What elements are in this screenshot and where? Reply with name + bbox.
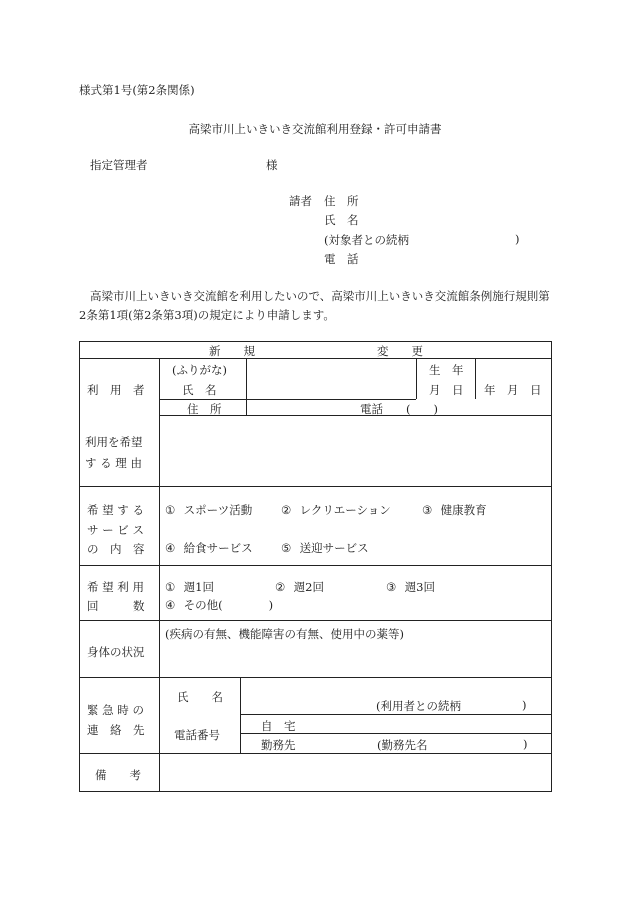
- furigana-label: (ふりがな): [172, 363, 227, 377]
- frequency-label-1: 希 望 利 用: [87, 580, 144, 594]
- emergency-label-1: 緊 急 時 の: [87, 703, 144, 717]
- emergency-name-label: 氏 名: [177, 690, 223, 704]
- form-number: 様式第1号(第2条関係): [79, 83, 195, 97]
- reason-label-1: 利用を希望: [85, 435, 143, 449]
- service-option-label: スポーツ活動: [183, 503, 253, 517]
- emergency-work-label: 勤務先: [261, 738, 296, 752]
- user-phone-label: 電話 ( ): [360, 402, 438, 416]
- user-name-label: 氏 名: [182, 383, 217, 397]
- manager-label: 指定管理者: [90, 158, 148, 172]
- frequency-option[interactable]: [386, 579, 435, 595]
- emergency-work-name-label: (勤務先名: [377, 738, 428, 752]
- applicant-address-label: 住 所: [324, 194, 359, 208]
- applicant-name-label: 氏 名: [324, 213, 359, 227]
- user-label: 利 用 者: [87, 383, 145, 397]
- frequency-option-label: 週3回: [404, 580, 435, 594]
- birth-label-top: 生 年: [429, 363, 464, 377]
- reason-label-2: す る 理 由: [85, 456, 142, 470]
- checkbox-number: ①: [165, 580, 176, 594]
- service-option[interactable]: [281, 540, 369, 556]
- service-option-label: 送迎サービス: [299, 541, 369, 555]
- applicant-relation-label: (対象者との続柄: [324, 233, 409, 247]
- service-label-1: 希 望 す る: [87, 503, 144, 517]
- frequency-option[interactable]: [275, 579, 324, 595]
- application-statement: 高梁市川上いきいき交流館を利用したいので、高梁市川上いきいき交流館条例施行規則第2条第1項(第2条第3項)の規定により申請します。: [79, 289, 550, 322]
- table-grid-lines: [79, 341, 552, 792]
- emergency-home-label: 自 宅: [261, 719, 296, 733]
- emergency-relation-label: (利用者との続柄: [376, 699, 461, 713]
- applicant-label: 請者: [289, 194, 312, 208]
- checkbox-number: ③: [422, 503, 433, 517]
- service-label-3: の 内 容: [87, 542, 145, 556]
- emergency-label-2: 連 絡 先: [87, 723, 145, 737]
- emergency-work-close: ): [523, 737, 528, 751]
- change-label: 変 更: [377, 344, 423, 358]
- user-address-label: 住 所: [187, 402, 222, 416]
- service-option[interactable]: [165, 502, 252, 518]
- remarks-label: 備 考: [95, 768, 141, 782]
- emergency-relation-close: ): [522, 698, 527, 712]
- checkbox-number: ④: [165, 541, 176, 555]
- application-table: [79, 341, 552, 792]
- checkbox-number: ①: [165, 503, 176, 517]
- frequency-label-2: 回 数: [87, 599, 145, 613]
- service-option-label: レクリエーション: [299, 503, 391, 517]
- service-option-label: 健康教育: [440, 503, 487, 517]
- health-label: 身体の状況: [87, 645, 145, 659]
- checkbox-number: ⑤: [281, 541, 292, 555]
- frequency-option-label: 週1回: [183, 580, 214, 594]
- service-option[interactable]: [422, 502, 487, 518]
- applicant-relation-close: ): [515, 232, 520, 246]
- checkbox-number: ②: [275, 580, 286, 594]
- checkbox-number: ④: [165, 598, 176, 612]
- frequency-option[interactable]: [165, 597, 273, 613]
- emergency-phone-label: 電話番号: [174, 728, 220, 742]
- checkbox-number: ③: [386, 580, 397, 594]
- service-option-label: 給食サービス: [183, 541, 253, 555]
- frequency-option-label: その他( ): [183, 598, 274, 612]
- honorific: 様: [266, 158, 278, 172]
- applicant-phone-label: 電 話: [324, 252, 359, 266]
- document-title: 高梁市川上いきいき交流館利用登録・許可申請書: [188, 122, 442, 136]
- new-label: 新 規: [209, 344, 255, 358]
- birth-date-value: 年 月 日: [484, 383, 542, 397]
- service-option[interactable]: [165, 540, 253, 556]
- checkbox-number: ②: [281, 503, 292, 517]
- frequency-option[interactable]: [165, 579, 214, 595]
- frequency-option-label: 週2回: [293, 580, 324, 594]
- birth-label-bottom: 月 日: [429, 383, 464, 397]
- service-option[interactable]: [281, 502, 391, 518]
- service-label-2: サ ー ビ ス: [87, 523, 144, 537]
- health-note: (疾病の有無、機能障害の有無、使用中の薬等): [165, 627, 404, 641]
